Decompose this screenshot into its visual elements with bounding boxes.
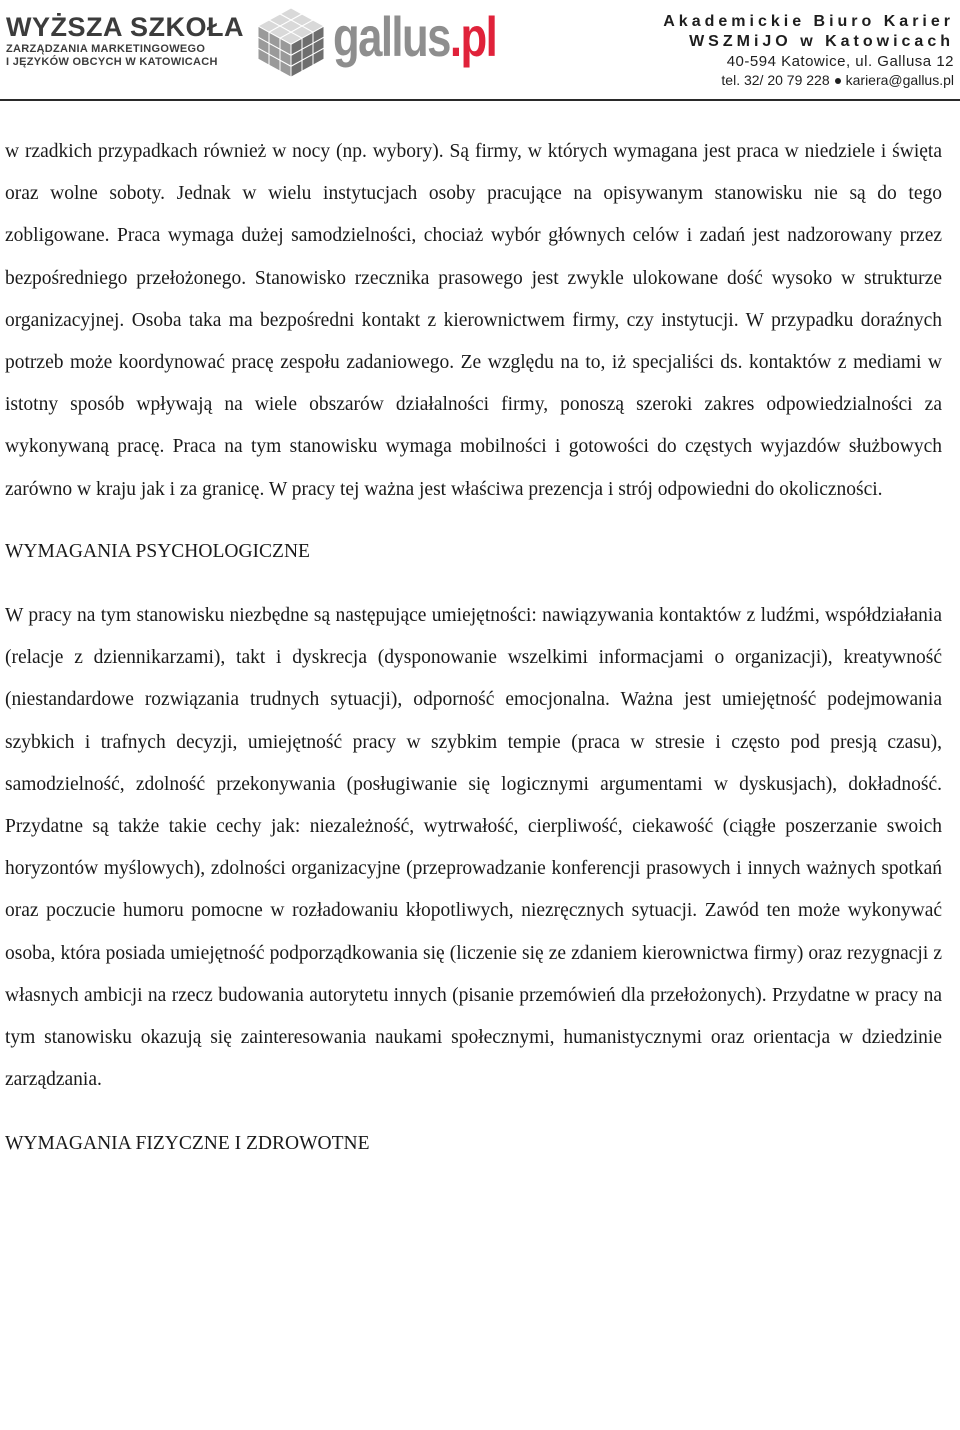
office-email[interactable]: kariera@gallus.pl (845, 72, 954, 88)
office-phone: tel. 32/ 20 79 228 (721, 72, 830, 88)
gallus-logo (333, 6, 496, 68)
office-address: 40-594 Katowice, ul. Gallusa 12 (726, 53, 954, 70)
office-school: WSZMiJO w Katowicach (689, 33, 954, 50)
school-name-line2: ZARZĄDZANIA MARKETINGOWEGO (6, 43, 206, 55)
heading-psychological-requirements: WYMAGANIA PSYCHOLOGICZNE (5, 540, 310, 562)
heading-physical-requirements: WYMAGANIA FIZYCZNE I ZDROWOTNE (5, 1133, 370, 1155)
paragraph-work-conditions: w rzadkich przypadkach również w nocy (np. wybory). Są firmy, w których wymagana jest praca w niedziele i święta oraz wolne soboty. Jednak w wielu instytucjach osoby pracujące na opisywanym stanowisku nie są do tego zobligowane. Praca wymaga dużej samodzielności, chociaż wybór głównych celów i zadań jest nadzorowany przez bezpośredniego przełożonego. Stanowisko rzecznika prasowego jest zwykle ulokowane dość wysoko w strukturze organizacyjnej. Osoba taka ma bezpośredni kontakt z kierownictwem firmy, czy instytucji. W przypadku doraźnych potrzeb może koordynować pracę zespołu zadaniowego. Ze względu na to, iż specjaliści ds. kontaktów z mediami w istotny sposób wpływają na wiele obszarów działalności firmy, ponoszą szeroki zakres odpowiedzialności za wykonywaną pracę. Praca na tym stanowisku wymaga mobilności i gotowości do częstych wyjazdów służbowych zarówno w kraju jak i za granicę. W pracy tej ważna jest właściwa prezencja i strój odpowiedni do okoliczności. (5, 141, 942, 500)
paragraph-psychological-requirements: W pracy na tym stanowisku niezbędne są następujące umiejętności: nawiązywania kontaktów z ludźmi, współdziałania (relacje z dziennikarzami), takt i dyskrecja (dysponowanie wszelkimi informacjami o organizacji), kreatywność (niestandardowe rozwiązania trudnych sytuacji), odporność emocjonalna. Ważna jest umiejętność podejmowania szybkich i trafnych decyzji, umiejętność pracy w szybkim tempie (praca w stresie i często pod presją czasu), samodzielność, zdolność przekonywania (posługiwanie się logicznymi argumentami w dyskusjach), dokładność. Przydatne są także takie cechy jak: niezależność, wytrwałość, cierpliwość, ciekawość (ciągłe poszerzanie swoich horyzontów myślowych), zdolności organizacyjne (przeprowadzanie konferencji prasowych i innych ważnych spotkań oraz poczucie humoru pomocne w rozładowaniu kłopotliwych, niezręcznych sytuacji. Zawód ten może wykonywać osoba, która posiada umiejętność podporządkowania się (liczenie się ze zdaniem kierownictwa firmy) oraz rezygnacji z własnych ambicji na rzecz budowania autorytetu innych (pisanie przemówień dla przełożonych). Przydatne w pracy na tym stanowisku okazują się zainteresowania naukami społecznymi, humanistycznymi oraz orientacja w dziedzinie zarządzania. (5, 605, 942, 1091)
gallus-logo-name: gallus (333, 5, 450, 68)
career-office-contact (663, 12, 954, 90)
header-divider (0, 99, 960, 101)
school-name-line1: WYŻSZA SZKOŁA (6, 12, 244, 42)
office-name: Akademickie Biuro Karier (663, 13, 954, 30)
office-phone-email (663, 71, 954, 90)
school-name-line3: I JĘZYKÓW OBCYCH W KATOWICACH (6, 56, 218, 68)
gallus-logo-dot: . (449, 5, 461, 68)
cube-logo-icon (255, 0, 327, 95)
bullet-icon (835, 78, 841, 84)
gallus-logo-ext: pl (460, 5, 497, 68)
school-logo (6, 14, 246, 69)
document-body (5, 131, 942, 1166)
page-header (0, 0, 960, 100)
